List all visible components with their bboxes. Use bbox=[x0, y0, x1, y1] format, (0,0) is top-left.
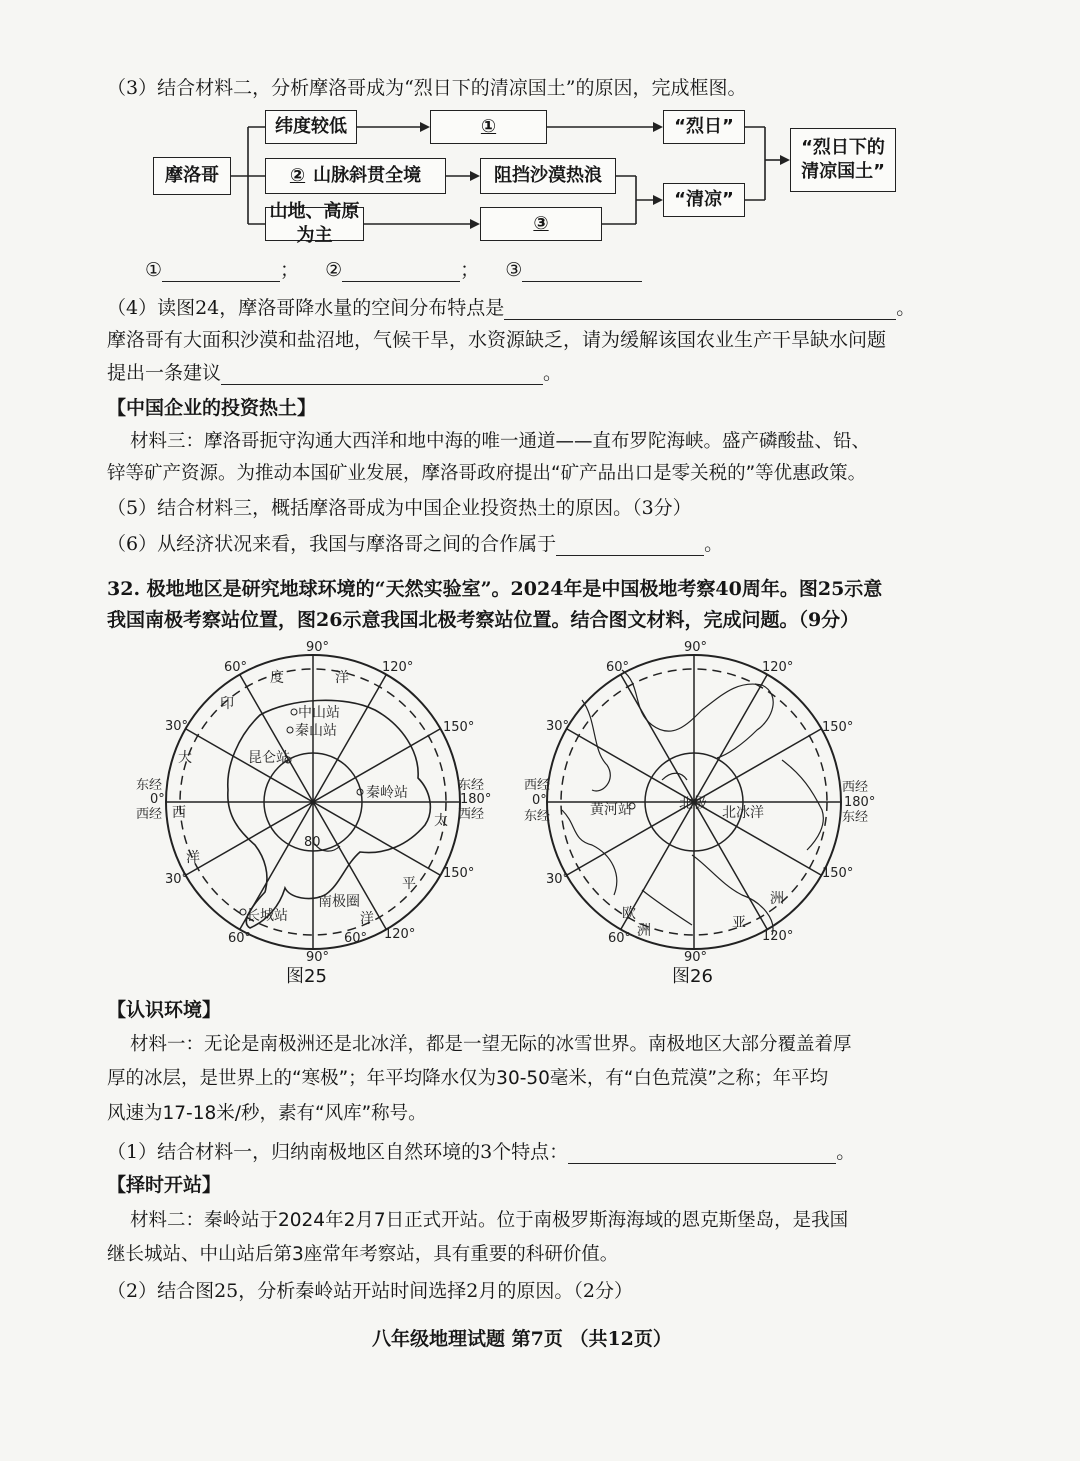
fig25-station-qinling: 秦岭站 bbox=[366, 785, 408, 801]
box-block-heat: 阻挡沙漠热浪 bbox=[480, 158, 616, 194]
blank3-label: ③ bbox=[533, 213, 549, 234]
q6-period: 。 bbox=[704, 533, 724, 555]
fig25-station-zhongshan: 中山站 bbox=[298, 705, 340, 721]
fig26-europe-ou: 欧 bbox=[622, 906, 636, 922]
fig25-deg-150-r: 150° bbox=[443, 720, 475, 735]
fig25-antarctic-circle-label: 南极圈 bbox=[318, 894, 360, 910]
answer-label-3: ③ bbox=[505, 259, 523, 281]
fig25-deg-150-br: 150° bbox=[443, 866, 475, 881]
blank1-label: ① bbox=[480, 116, 497, 137]
fig26-deg-60-tl: 60° bbox=[606, 660, 630, 675]
fig25-ocean-xi: 西 bbox=[172, 805, 186, 821]
fig25-deg-0: 0° bbox=[150, 792, 165, 807]
fig25-ocean-ping: 平 bbox=[402, 876, 416, 892]
fig25-deg-30-bl: 30° bbox=[165, 872, 189, 887]
page-footer: 八年级地理试题 第7页 （共12页） bbox=[372, 1328, 672, 1350]
fig25-ocean-du: 度 bbox=[270, 670, 284, 686]
fig25-deg-60-b: 60° bbox=[344, 931, 368, 946]
mountains-label: 山脉斜贯全境 bbox=[313, 165, 422, 186]
q4-line2: 摩洛哥有大面积沙漠和盐沼地，气候干旱，水资源缺乏，请为缓解该国农业生产干旱缺水问题 bbox=[107, 329, 887, 351]
fig25-west-r: 西经 bbox=[458, 807, 485, 822]
answer-label-2: ② bbox=[325, 259, 343, 281]
fig26-deg-90-bottom: 90° bbox=[684, 950, 708, 965]
fig25-deg-90-top: 90° bbox=[306, 640, 330, 655]
fig25-lat80: 80 bbox=[304, 835, 321, 850]
fig25-deg-120-br: 120° bbox=[384, 927, 416, 942]
box-result: “烈日下的清凉国土” bbox=[790, 128, 896, 192]
fig26-deg-0: 0° bbox=[532, 793, 547, 808]
material2-line1: 材料二：秦岭站于2024年2月7日正式开站。位于南极罗斯海海域的恩克斯堡岛，是我国 bbox=[130, 1210, 849, 1231]
answer-blank-2[interactable] bbox=[342, 261, 460, 282]
fig25-deg-90-bottom: 90° bbox=[306, 950, 330, 965]
fig26-deg-60-bl: 60° bbox=[608, 931, 632, 946]
fig25-caption: 图25 bbox=[286, 966, 327, 987]
qa1-text: （1）结合材料一，归纳南极地区自然环境的3个特点： bbox=[107, 1141, 569, 1163]
q32-line1: 32. 极地地区是研究地球环境的“天然实验室”。2024年是中国极地考察40周年。图25示意 bbox=[107, 578, 883, 600]
fig25-east-r: 东经 bbox=[458, 778, 485, 793]
box-morocco: 摩洛哥 bbox=[153, 157, 231, 195]
fig25-deg-180: 180° bbox=[460, 792, 492, 807]
fig26-east-r: 东经 bbox=[842, 810, 869, 825]
fig26-europe-zhou: 洲 bbox=[637, 923, 651, 939]
fig26-arctic-ocean: 北冰洋 bbox=[722, 805, 764, 821]
material1-line3: 风速为17-18米/秒，素有“风库”称号。 bbox=[107, 1103, 427, 1124]
fig26-west-r: 西经 bbox=[842, 780, 869, 795]
box-mountains bbox=[265, 158, 446, 194]
fig26-west-l: 西经 bbox=[524, 778, 551, 793]
fig25-ocean-yang3: 洋 bbox=[360, 911, 374, 927]
fig26-deg-90-top: 90° bbox=[684, 640, 708, 655]
box-blank3 bbox=[480, 207, 602, 241]
fig25-ocean-yang1: 洋 bbox=[335, 670, 349, 686]
box-plateau: 山地、高原为主 bbox=[265, 207, 364, 241]
zhongshan-marker bbox=[291, 709, 297, 715]
answer-label-1: ① bbox=[145, 259, 163, 281]
q6-text: （6）从经济状况来看，我国与摩洛哥之间的合作属于 bbox=[107, 533, 557, 555]
q6-blank[interactable] bbox=[556, 535, 704, 556]
fig26-deg-180: 180° bbox=[844, 795, 876, 810]
q32-line2: 我国南极考察站位置，图26示意我国北极考察站位置。结合图文材料，完成问题。（9分） bbox=[107, 609, 860, 631]
fig25-ocean-yin: 印 bbox=[220, 696, 234, 712]
fig26-asia-ya: 亚 bbox=[732, 915, 746, 931]
figure-26-arctic-map bbox=[522, 640, 892, 965]
fig25-ocean-tai: 太 bbox=[434, 813, 448, 829]
qa2: （2）结合图25，分析秦岭站开站时间选择2月的原因。（2分） bbox=[107, 1280, 633, 1302]
section-station: 【择时开站】 bbox=[107, 1174, 222, 1196]
q3-intro: （3）结合材料二，分析摩洛哥成为“烈日下的清凉国土”的原因，完成框图。 bbox=[107, 77, 747, 99]
q3-answer-line bbox=[145, 258, 642, 282]
fig25-deg-60-bl: 60° bbox=[228, 931, 252, 946]
fig26-deg-150-br: 150° bbox=[822, 866, 854, 881]
fig26-north-pole: 北极 bbox=[679, 796, 707, 812]
box-blank1 bbox=[430, 110, 547, 144]
fig25-ocean-yang2: 洋 bbox=[186, 850, 200, 866]
sep-1: ； bbox=[280, 259, 300, 281]
fig25-west-l: 西经 bbox=[136, 807, 163, 822]
fig26-deg-120-br: 120° bbox=[762, 929, 794, 944]
fig26-asia-zhou: 洲 bbox=[770, 891, 784, 907]
material2-line2: 继长城站、中山站后第3座常年考察站，具有重要的科研价值。 bbox=[107, 1244, 619, 1265]
fig26-deg-30-tl: 30° bbox=[546, 719, 570, 734]
q4-line3 bbox=[107, 361, 562, 385]
q4-suggest: 提出一条建议 bbox=[107, 362, 222, 384]
fig25-east-l: 东经 bbox=[136, 778, 163, 793]
box-latitude: 纬度较低 bbox=[265, 110, 357, 144]
box-qingliang: “清凉” bbox=[663, 183, 745, 217]
figure-25-antarctic-map bbox=[136, 640, 500, 965]
fig25-station-changcheng: 长城站 bbox=[246, 908, 288, 924]
fig26-caption: 图26 bbox=[672, 966, 713, 987]
material3-line1: 材料三：摩洛哥扼守沟通大西洋和地中海的唯一通道——直布罗陀海峡。盛产磷酸盐、铅、 bbox=[130, 431, 871, 452]
q4-period2: 。 bbox=[543, 362, 563, 384]
q4-blank2[interactable] bbox=[221, 364, 543, 385]
fig26-deg-150-r: 150° bbox=[822, 720, 854, 735]
fig25-deg-30-tl: 30° bbox=[165, 719, 189, 734]
qa1-period: 。 bbox=[836, 1141, 856, 1163]
qinshan-marker bbox=[287, 727, 293, 733]
fig25-station-kunlun: 昆仑站 bbox=[248, 750, 290, 766]
q4-text: （4）读图24，摩洛哥降水量的空间分布特点是 bbox=[107, 297, 505, 319]
q4-blank1[interactable] bbox=[504, 299, 896, 320]
fig25-ocean-da: 大 bbox=[178, 750, 192, 766]
section-env: 【认识环境】 bbox=[107, 999, 222, 1021]
material1-line1: 材料一：无论是南极洲还是北冰洋，都是一望无际的冰雪世界。南极地区大部分覆盖着厚 bbox=[130, 1034, 852, 1055]
box-lieri: “烈日” bbox=[663, 110, 745, 144]
q4-line1 bbox=[107, 296, 915, 320]
answer-blank-3[interactable] bbox=[522, 261, 642, 282]
answer-blank-1[interactable] bbox=[162, 261, 280, 282]
blank2-label: ② bbox=[289, 165, 306, 186]
q5: （5）结合材料三，概括摩洛哥成为中国企业投资热土的原因。（3分） bbox=[107, 497, 692, 519]
fig26-deg-120-tr: 120° bbox=[762, 660, 794, 675]
q4-period1: 。 bbox=[896, 297, 916, 319]
fig25-deg-60-tl: 60° bbox=[224, 660, 248, 675]
fig25-station-qinshan: 秦山站 bbox=[295, 723, 337, 739]
fig25-deg-120-tr: 120° bbox=[382, 660, 414, 675]
fig26-station-huanghe: 黄河站 bbox=[590, 802, 632, 818]
qa1 bbox=[107, 1140, 855, 1164]
material3-line2: 锌等矿产资源。为推动本国矿业发展，摩洛哥政府提出“矿产品出口是零关税的”等优惠政策。 bbox=[107, 463, 867, 484]
sep-2: ； bbox=[460, 259, 480, 281]
material1-line2: 厚的冰层，是世界上的“寒极”；年平均降水仅为30-50毫米，有“白色荒漠”之称；年平均 bbox=[107, 1068, 829, 1089]
qa1-blank[interactable] bbox=[568, 1143, 836, 1164]
fig26-deg-30-bl: 30° bbox=[546, 872, 570, 887]
fig26-east-l: 东经 bbox=[524, 809, 551, 824]
section-invest: 【中国企业的投资热土】 bbox=[107, 397, 317, 419]
q6 bbox=[107, 532, 723, 556]
